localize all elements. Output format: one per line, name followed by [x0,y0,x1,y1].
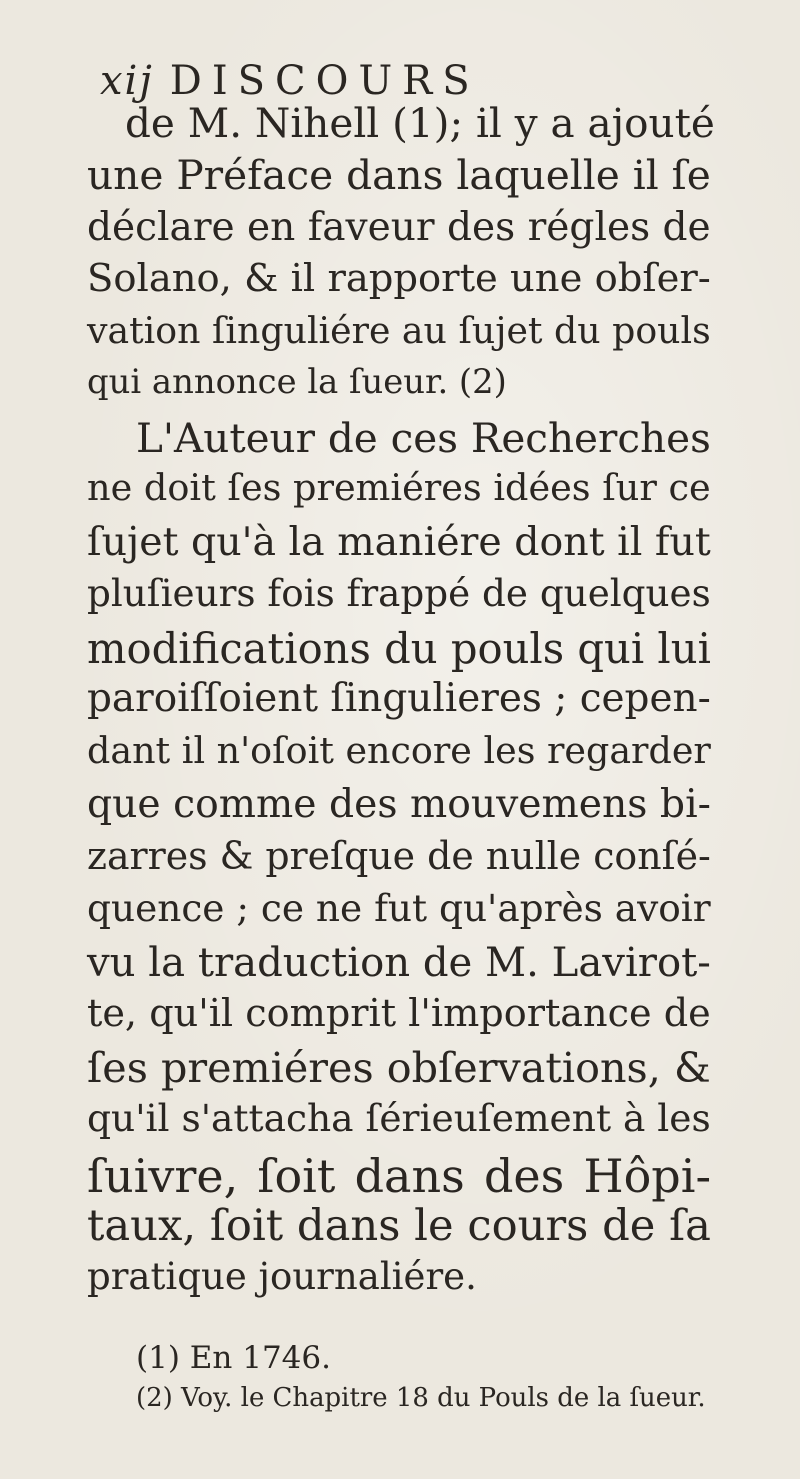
text-line: vation ſinguliére au ſujet du pouls [87,309,711,352]
footnote: (1) En 1746. [136,1340,331,1376]
running-title: DISCOURS [169,58,480,104]
text-line: ſuivre, ſoit dans des Hôpi- [87,1149,711,1203]
text-line: zarres & preſque de nulle conſé- [87,834,711,878]
text-line: ſes premiéres obſervations, & [87,1044,711,1092]
text-line: vu la traduction de M. Lavirot- [87,940,711,986]
text-line: modifications du pouls qui lui [87,624,711,673]
text-line: Solano, & il rapporte une obſer- [87,256,711,301]
text-line: pratique journaliére. [87,1255,477,1298]
text-line: ne doit ſes premiéres idées ſur ce [87,466,711,509]
text-line: de M. Nihell (1); il y a ajouté [125,99,715,147]
text-line: dant il n'oſoit encore les regarder [87,729,711,772]
text-line: que comme des mouvemens bi- [87,782,711,827]
text-line: pluſieurs fois frappé de quelques [87,571,711,615]
text-line: qui annonce la ſueur. (2) [87,362,507,401]
text-line: te, qu'il comprit l'importance de [87,992,711,1036]
text-line: déclare en faveur des régles de [87,205,711,250]
text-line: taux, ſoit dans le cours de ſa [87,1201,711,1251]
page-header [100,58,480,104]
page-number: xij [100,58,154,104]
text-line: ſujet qu'à la maniére dont il fut [87,519,711,565]
text-line: qu'il s'attacha ſérieuſement à les [87,1096,711,1140]
text-line: paroiſſoient ſingulieres ; cepen- [87,676,711,721]
footnote: (2) Voy. le Chapitre 18 du Pouls de la ſueur. [136,1383,706,1413]
text-line: quence ; ce ne fut qu'après avoir [87,886,711,930]
text-line: une Préface dans laquelle il ſe [87,151,711,199]
text-line: L'Auteur de ces Recherches [136,414,711,462]
